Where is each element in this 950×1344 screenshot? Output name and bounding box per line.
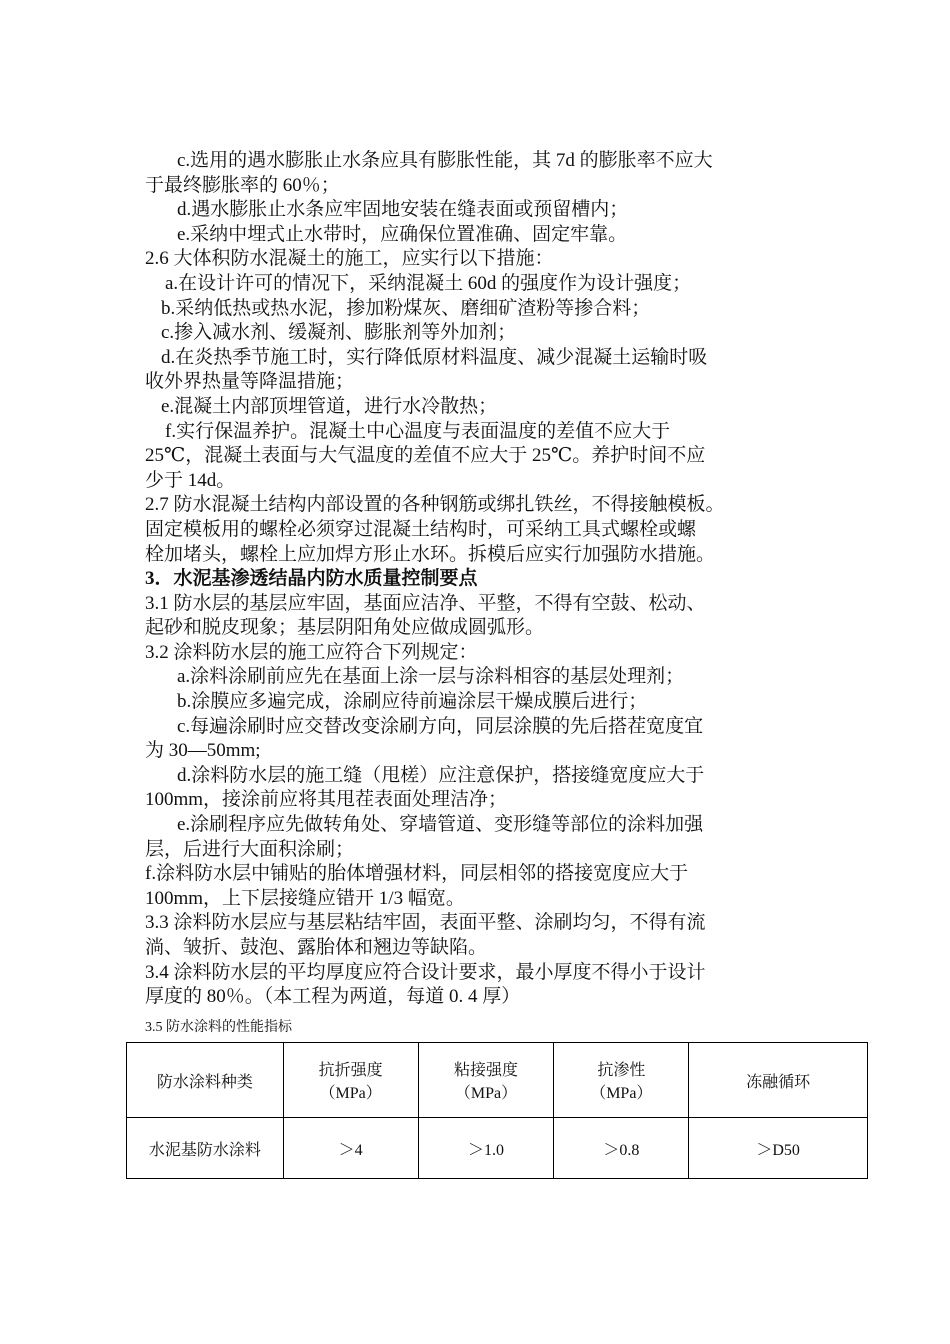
text-line: c.每遍涂刷时应交替改变涂刷方向，同层涂膜的先后搭茬宽度宜 — [177, 715, 704, 737]
text-line: d.遇水膨胀止水条应牢固地安装在缝表面或预留槽内； — [177, 199, 629, 221]
text-line: d.涂料防水层的施工缝（甩槎）应注意保护，搭接缝宽度应大于 — [177, 764, 705, 786]
table-cell: ＞D50 — [689, 1118, 868, 1179]
text-line: 于最终膨胀率的 60％； — [145, 174, 340, 196]
text-line: f.实行保温养护。混凝土中心温度与表面温度的差值不应大于 — [165, 420, 671, 442]
text-line: 起砂和脱皮现象；基层阴阳角处应做成圆弧形。 — [145, 617, 545, 639]
text-line: 栓加堵头，螺栓上应加焊方形止水环。拆模后应实行加强防水措施。 — [145, 543, 716, 565]
text-line: a.涂料涂刷前应先在基面上涂一层与涂料相容的基层处理剂； — [177, 666, 685, 688]
text-line: b.采纳低热或热水泥，掺加粉煤灰、磨细矿渣粉等掺合料； — [161, 297, 651, 319]
text-line: e.混凝土内部顶埋管道，进行水冷散热； — [161, 395, 498, 417]
table-row — [127, 1118, 868, 1179]
section-heading: 2.7 防水混凝土结构内部设置的各种钢筋或绑扎铁丝，不得接触模板。 — [145, 494, 725, 516]
text-line: 层，后进行大面积涂刷； — [145, 838, 355, 860]
table-cell: ＞4 — [283, 1118, 418, 1179]
header-label: 粘接强度 — [453, 1062, 518, 1079]
text-line: e.采纳中埋式止水带时，应确保位置准确、固定牢靠。 — [177, 223, 628, 245]
text-line: 少于 14d。 — [145, 469, 236, 491]
header-cell — [689, 1043, 868, 1118]
text-line: 淌、皱折、鼓泡、露胎体和翘边等缺陷。 — [145, 937, 488, 958]
text-line: d.在炎热季节施工时，实行降低原材料温度、减少混凝土运输时吸 — [161, 346, 708, 368]
header-label: 冻融循环 — [746, 1073, 811, 1091]
text-line: b.涂膜应多遍完成，涂刷应待前遍涂层干燥成膜后进行； — [177, 691, 648, 713]
section-heading: 3.1 防水层的基层应牢固，基面应洁净、平整，不得有空鼓、松动、 — [145, 592, 706, 614]
table-cell: 水泥基防水涂料 — [127, 1118, 284, 1179]
text-line: a.在设计许可的情况下，采纳混凝土 60d 的强度作为设计强度； — [165, 272, 692, 294]
performance-table — [126, 1042, 868, 1179]
section-heading: 3.2 涂料防水层的施工应符合下列规定： — [145, 641, 478, 663]
chapter-heading: 3．水泥基渗透结晶内防水质量控制要点 — [145, 568, 478, 590]
table-caption: 3.5 防水涂料的性能指标 — [145, 1020, 292, 1035]
header-label: 防水涂料种类 — [156, 1073, 253, 1091]
text-line: e.涂刷程序应先做转角处、穿墙管道、变形缝等部位的涂料加强 — [177, 814, 704, 836]
text-line: 100mm，接涂前应将其甩茬表面处理洁净； — [145, 789, 508, 811]
header-cell — [418, 1043, 554, 1118]
text-line: 为 30—50mm; — [145, 740, 261, 762]
header-unit: （MPa） — [319, 1085, 382, 1102]
table-header-row — [127, 1043, 868, 1118]
header-label: 抗渗性 — [597, 1062, 646, 1079]
section-heading: 2.6 大体积防水混凝土的施工，应实行以下措施： — [145, 248, 554, 270]
header-unit: （MPa） — [454, 1085, 518, 1102]
text-line: c.选用的遇水膨胀止水条应具有膨胀性能，其 7d 的膨胀率不应大 — [177, 150, 713, 171]
header-unit: （MPa） — [590, 1085, 653, 1102]
text-line: c.掺入减水剂、缓凝剂、膨胀剂等外加剂； — [161, 322, 517, 344]
header-cell — [127, 1043, 284, 1118]
header-cell — [554, 1043, 689, 1118]
table-cell: ＞0.8 — [554, 1118, 689, 1179]
header-label: 抗折强度 — [318, 1062, 383, 1079]
section-heading: 3.3 涂料防水层应与基层粘结牢固，表面平整、涂刷均匀，不得有流 — [145, 912, 706, 934]
table-cell: ＞1.0 — [418, 1118, 554, 1179]
text-line: 25℃，混凝土表面与大气温度的差值不应大于 25℃。养护时间不应 — [145, 445, 706, 467]
section-heading: 3.4 涂料防水层的平均厚度应符合设计要求，最小厚度不得小于设计 — [145, 961, 706, 983]
text-line: 厚度的 80％。（本工程为两道，每道 0. 4 厚） — [145, 986, 521, 1008]
text-line: f.涂料防水层中铺贴的胎体增强材料，同层相邻的搭接宽度应大于 — [145, 863, 689, 885]
text-line: 收外界热量等降温措施； — [145, 371, 355, 393]
text-line: 100mm，上下层接缝应错开 1/3 幅宽。 — [145, 887, 465, 909]
text-line: 固定模板用的螺栓必须穿过混凝土结构时，可采纳工具式螺栓或螺 — [145, 518, 697, 540]
header-cell — [283, 1043, 418, 1118]
body-text — [145, 149, 815, 1010]
